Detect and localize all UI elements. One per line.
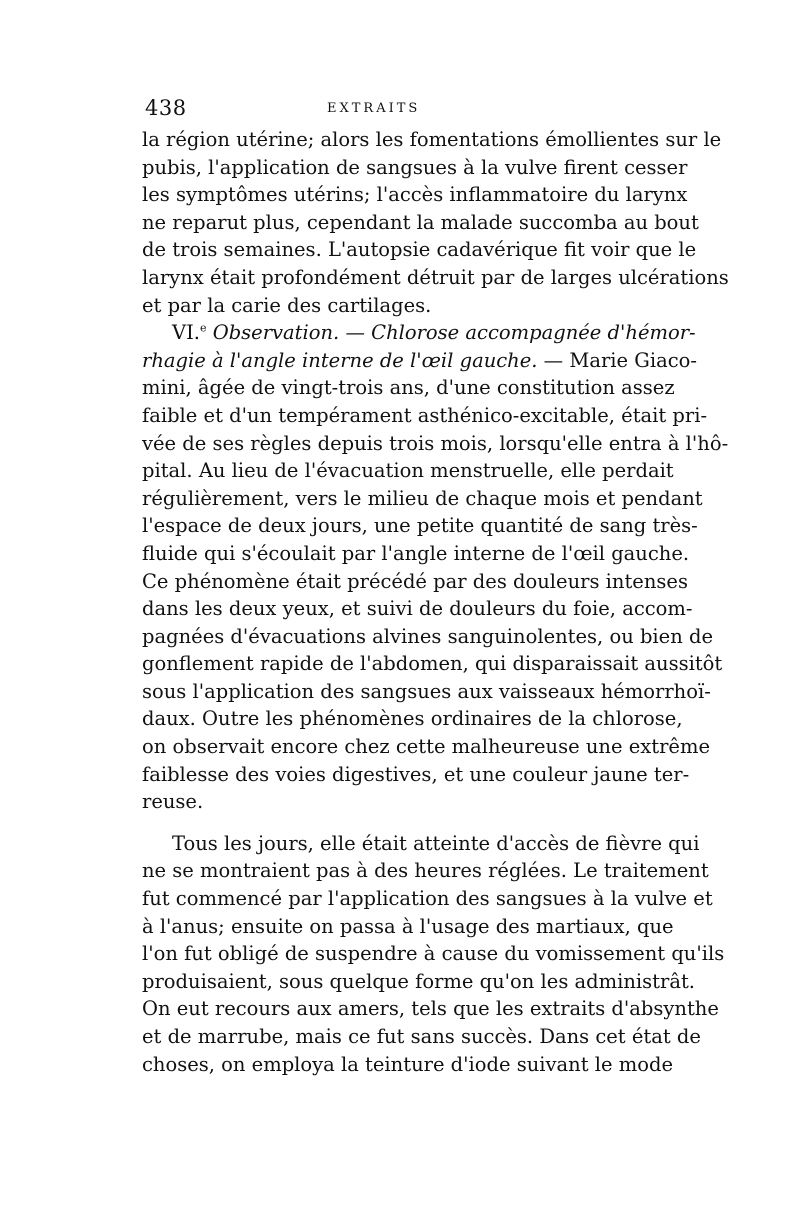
observation-paragraph (142, 319, 729, 816)
text-line: la région utérine; alors les fomentations émollientes sur le (142, 128, 722, 151)
text-line: régulièrement, vers le milieu de chaque mois et pendant (142, 486, 703, 510)
text-line: l'espace de deux jours, une petite quantité de sang très- (142, 514, 698, 538)
text-line: gonflement rapide de l'abdomen, qui disparaissait aussitôt (142, 652, 723, 676)
text-line: ne reparut plus, cependant la malade succomba au bout (142, 210, 699, 234)
text-line: les symptômes utérins; l'accès inflammatoire du larynx (142, 183, 688, 207)
text-line: ne se montraient pas à des heures réglées. Le traitement (142, 859, 709, 883)
text-line: et de marrube, mais ce fut sans succès. Dans cet état de (142, 1025, 701, 1048)
body-text (142, 126, 729, 1078)
text-line: et par la carie des cartilages. (142, 293, 432, 317)
text-line: l'on fut obligé de suspendre à cause du vomissement qu'ils (142, 942, 725, 966)
observation-number: VI. (172, 321, 200, 345)
text-line: de trois semaines. L'autopsie cadavérique fit voir que le (142, 238, 697, 262)
paragraph-gap (142, 816, 660, 830)
paragraph-continuation (142, 126, 729, 319)
observation-heading (142, 319, 696, 347)
running-head: EXTRAITS (327, 101, 421, 116)
text-line: pubis, l'application de sangsues à la vulve firent cesser (142, 155, 688, 179)
text-line: faible et d'un tempérament asthénico-excitable, était pri- (142, 403, 708, 427)
text-line: sous l'application des sangsues aux vaisseaux hémorrhoï- (142, 679, 711, 703)
text-line: Ce phénomène était précédé par des douleurs intenses (142, 569, 688, 593)
text-line: pital. Au lieu de l'évacuation menstruelle, elle perdait (142, 459, 674, 483)
observation-superscript: e (199, 321, 207, 335)
observation-title: Observation. — Chlorose accompagnée d'hémor- (212, 321, 696, 345)
text-line: rhagie à l'angle interne de l'œil gauche. — Marie Giaco- (142, 348, 697, 372)
text-line: larynx était profondément détruit par de larges ulcérations (142, 265, 729, 289)
text-line: pagnées d'évacuations alvines sanguinolentes, ou bien de (142, 624, 713, 648)
text-line: On eut recours aux amers, tels que les extraits d'absynthe (142, 997, 719, 1021)
text-line: on observait encore chez cette malheureuse une extrême (142, 735, 710, 759)
text-line: daux. Outre les phénomènes ordinaires de la chlorose, (142, 707, 683, 731)
page-header (145, 96, 665, 126)
text-line: Tous les jours, elle était atteinte d'accès de fièvre qui (172, 831, 700, 855)
text-line: fut commencé par l'application des sangsues à la vulve et (142, 887, 713, 911)
text-line: à l'anus; ensuite on passa à l'usage des martiaux, que (142, 914, 674, 938)
text-line: mini, âgée de vingt-trois ans, d'une constitution assez (142, 376, 675, 400)
text-line: choses, on employa la teinture d'iode suivant le mode (142, 1052, 673, 1076)
text-line: faiblesse des voies digestives, et une couleur jaune ter- (142, 762, 690, 786)
page-number: 438 (145, 96, 187, 120)
text-line: reuse. (142, 790, 204, 814)
text-line: vée de ses règles depuis trois mois, lorsqu'elle entra à l'hô- (142, 431, 729, 455)
text-line: produisaient, sous quelque forme qu'on les administrât. (142, 969, 695, 993)
text-line: fluide qui s'écoulait par l'angle interne de l'œil gauche. (142, 541, 690, 565)
treatment-paragraph (142, 830, 725, 1078)
text-line: dans les deux yeux, et suivi de douleurs du foie, accom- (142, 597, 693, 621)
